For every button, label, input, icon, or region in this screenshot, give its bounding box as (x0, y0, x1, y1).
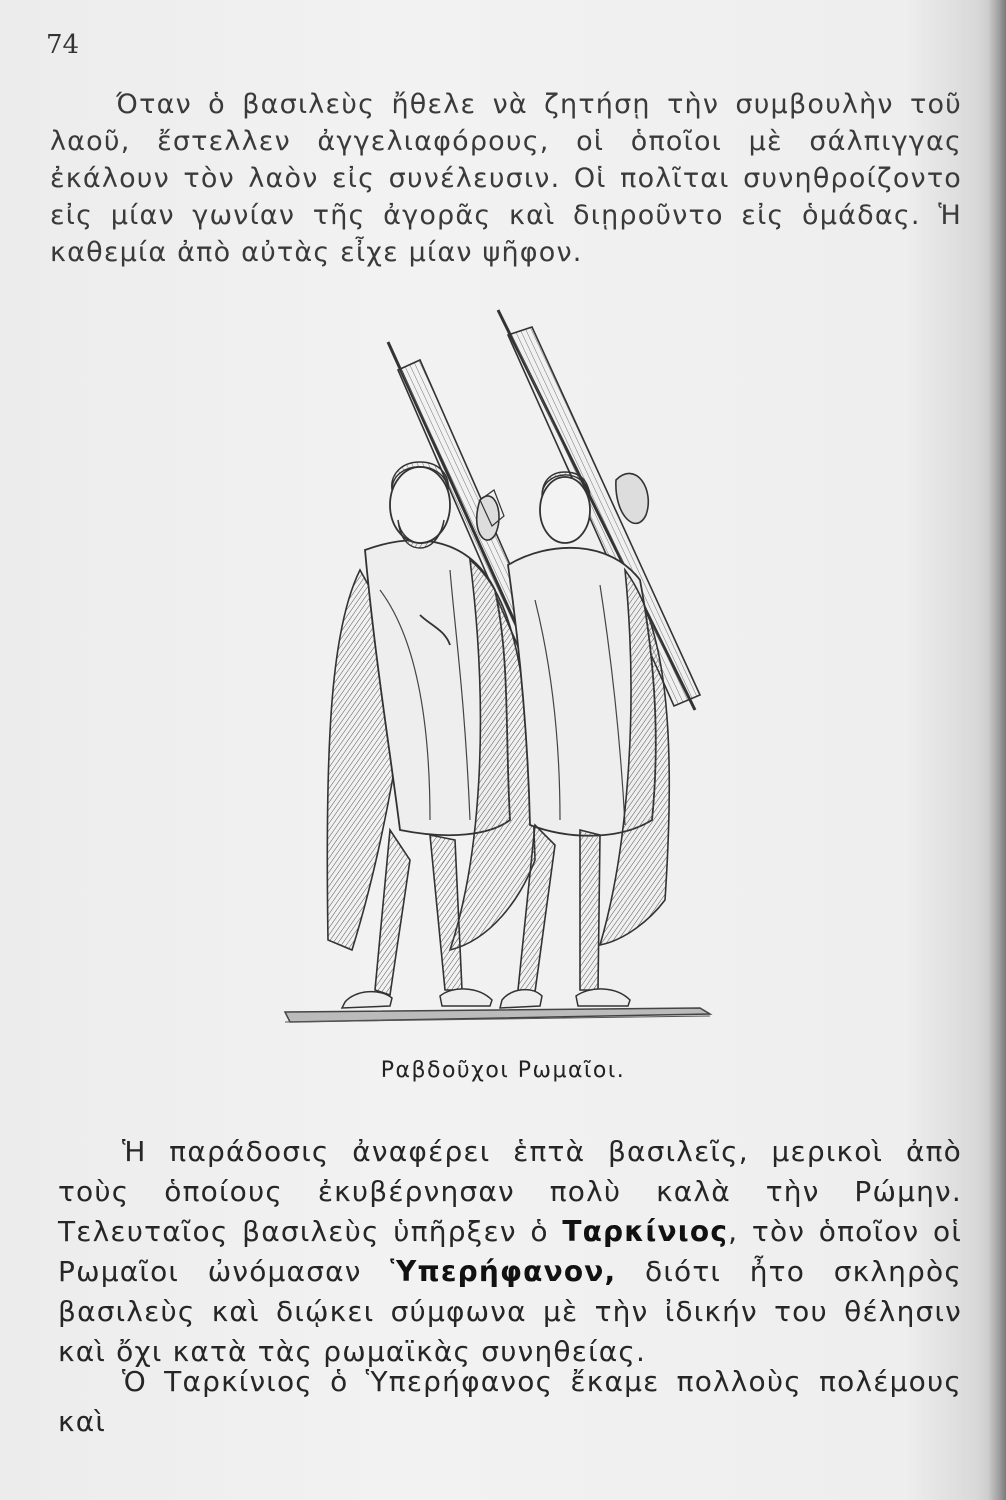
lictors-illustration (280, 300, 720, 1040)
paragraph-kings-text-2: , τὸν ὁποῖον οἱ Ρωμαῖοι ὠνόμασαν (58, 1215, 962, 1288)
figure-caption: Ραβδοῦχοι Ρωμαῖοι. (380, 1058, 626, 1083)
paragraph-kings (58, 1132, 962, 1372)
bearded-lictor (327, 462, 535, 1008)
bold-name-tarquinius: Ταρκίνιος (562, 1215, 729, 1248)
ground (285, 1008, 710, 1022)
young-lictor (500, 472, 669, 1008)
paragraph-kings-text-1: Ἡ παράδοσις ἀναφέρει ἑπτὰ βασιλεῖς, μερικοὶ ἀπὸ τοὺς ὁποίους ἐκυβέρνησαν πολὺ καλὰ τὴν Ρώμην. Τελευταῖος βασιλεὺς ὑπῆρξεν ὁ (58, 1135, 962, 1248)
paragraph-wars: Ὁ Ταρκίνιος ὁ Ὑπερήφανος ἔκαμε πολλοὺς πολέμους καὶ (58, 1365, 962, 1438)
bold-name-superbus: Ὑπερήφανον, (390, 1255, 617, 1288)
page-edge-shadow (988, 0, 1006, 1500)
paragraph-assembly: Όταν ὁ βασιλεὺς ἤθελε νὰ ζητήσῃ τὴν συμβουλὴν τοῦ λαοῦ, ἔστελλεν ἀγγελιαφόρους, οἱ ὁποῖοι μὲ σάλπιγγας ἐκάλουν τὸν λαὸν εἰς συνέλευσιν. Οἱ πολῖται συνηθροίζοντο εἰς μίαν γωνίαν τῆς ἀγορᾶς καὶ διῃροῦντο εἰς ὁμάδας. Ἡ καθεμία ἀπὸ αὐτὰς εἶχε μίαν ψῆφον. (50, 89, 962, 268)
paragraph-kings-text-3: διότι ἦτο σκληρὸς βασιλεὺς καὶ διῴκει σύμφωνα μὲ τὴν ἰδικήν του θέλησιν καὶ ὄχι κατὰ τὰς ρωμαϊκὰς συνηθείας. (58, 1255, 962, 1368)
page-number: 74 (46, 30, 80, 60)
